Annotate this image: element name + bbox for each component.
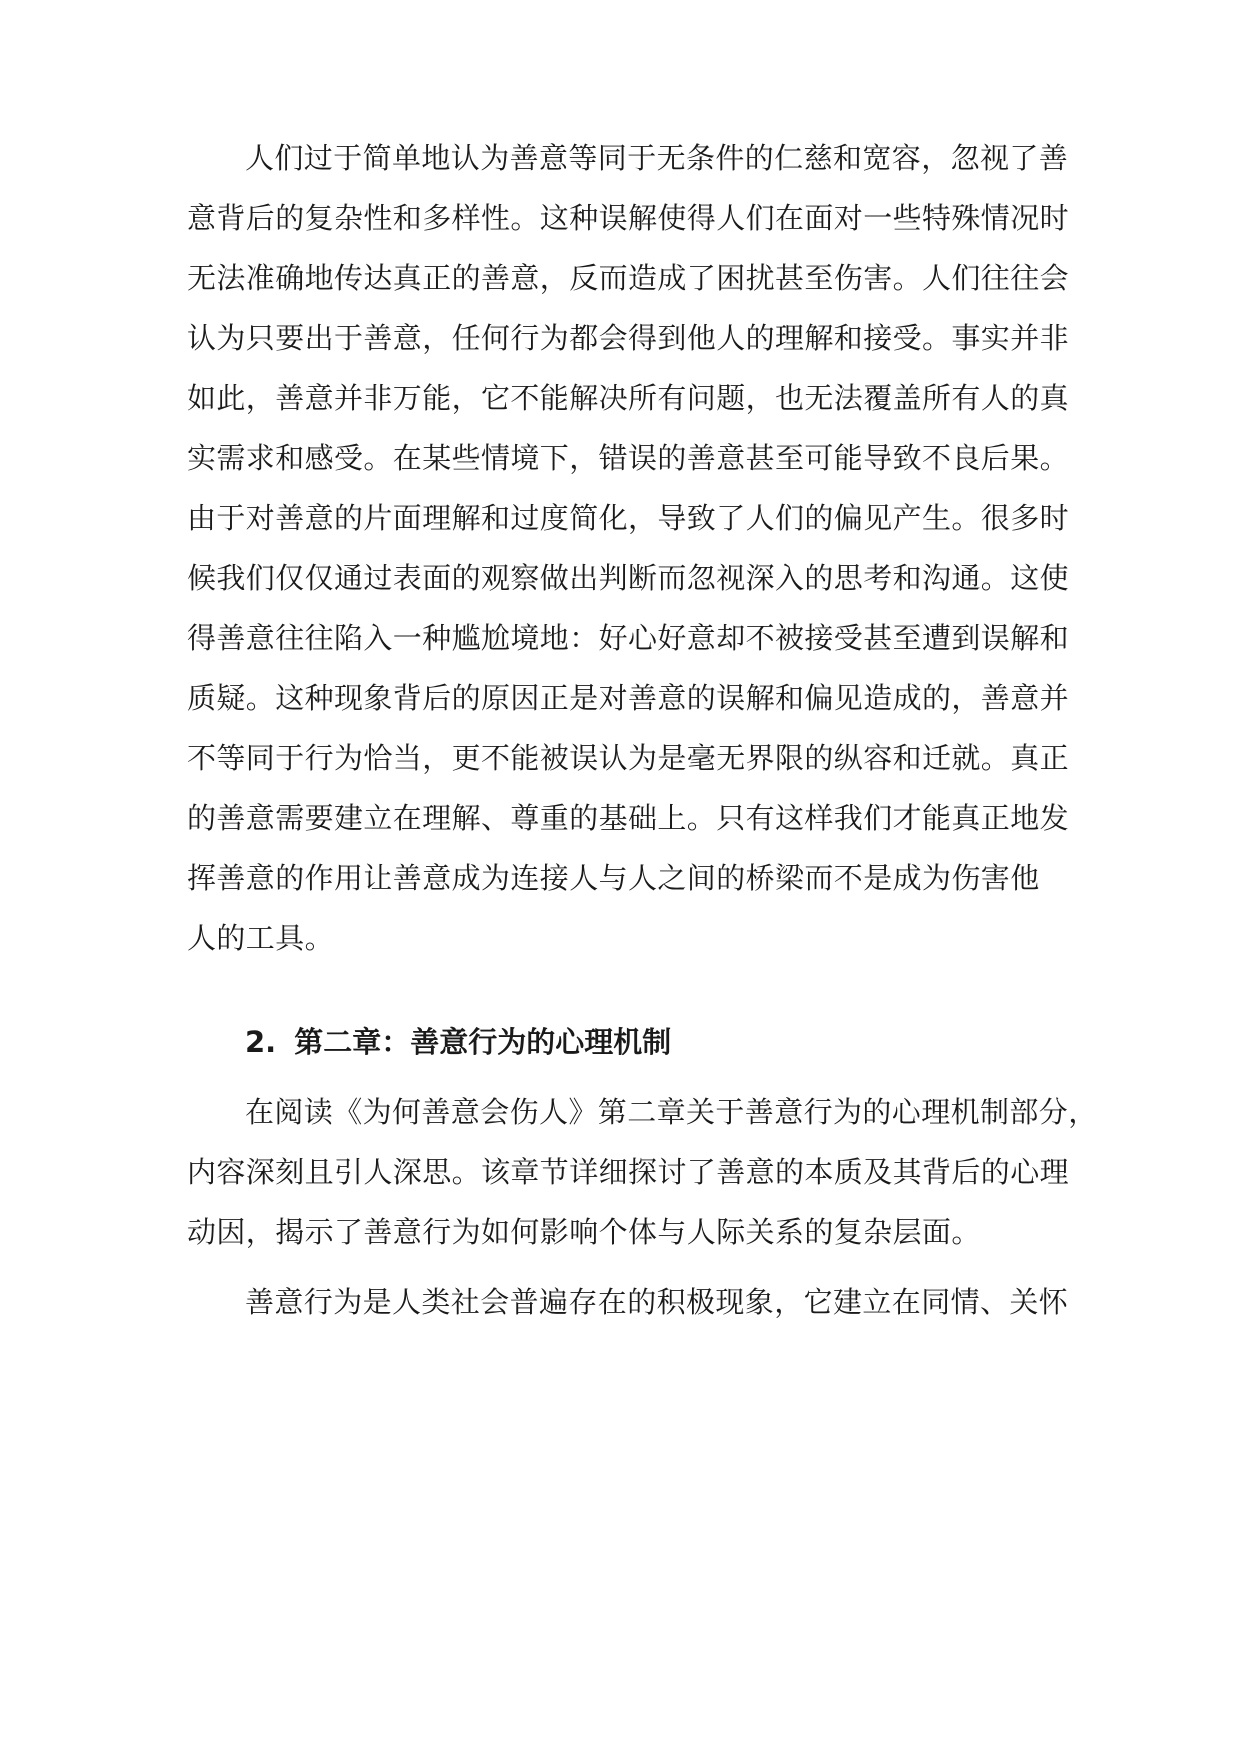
paragraph-1-line-13: 挥善意的作用让善意成为连接人与人之间的桥梁而不是成为伤害他: [187, 861, 1040, 895]
paragraph-1-line-6: 实需求和感受。在某些情境下，错误的善意甚至可能导致不良后果。: [187, 441, 1070, 475]
paragraph-2-line-1: 在阅读《为何善意会伤人》第二章关于善意行为的心理机制部分，: [245, 1095, 1098, 1129]
paragraph-1-line-2: 意背后的复杂性和多样性。这种误解使得人们在面对一些特殊情况时: [187, 201, 1070, 235]
paragraph-1-line-7: 由于对善意的片面理解和过度简化，导致了人们的偏见产生。很多时: [187, 501, 1070, 535]
paragraph-1-line-14: 人的工具。: [187, 921, 335, 955]
paragraph-1-line-3: 无法准确地传达真正的善意，反而造成了困扰甚至伤害。人们往往会: [187, 261, 1070, 295]
paragraph-2-line-3: 动因，揭示了善意行为如何影响个体与人际关系的复杂层面。: [187, 1215, 981, 1249]
paragraph-1-line-4: 认为只要出于善意，任何行为都会得到他人的理解和接受。事实并非: [187, 321, 1070, 355]
paragraph-1-line-5: 如此，善意并非万能，它不能解决所有问题，也无法覆盖所有人的真: [187, 381, 1070, 415]
section-title: 第二章：善意行为的心理机制: [294, 1025, 672, 1059]
paragraph-1-line-10: 质疑。这种现象背后的原因正是对善意的误解和偏见造成的，善意并: [187, 681, 1070, 715]
paragraph-1-line-11: 不等同于行为恰当，更不能被误认为是毫无界限的纵容和迁就。真正: [187, 741, 1070, 775]
section-heading: [245, 1022, 671, 1062]
paragraph-1-line-9: 得善意往往陷入一种尴尬境地：好心好意却不被接受甚至遭到误解和: [187, 621, 1070, 655]
paragraph-3-line-1: 善意行为是人类社会普遍存在的积极现象，它建立在同情、关怀: [245, 1285, 1069, 1319]
paragraph-1-line-1: 人们过于简单地认为善意等同于无条件的仁慈和宽容，忽视了善: [245, 141, 1069, 175]
paragraph-2-line-2: 内容深刻且引人深思。该章节详细探讨了善意的本质及其背后的心理: [187, 1155, 1070, 1189]
paragraph-1-line-12: 的善意需要建立在理解、尊重的基础上。只有这样我们才能真正地发: [187, 801, 1070, 835]
paragraph-1-line-8: 候我们仅仅通过表面的观察做出判断而忽视深入的思考和沟通。这使: [187, 561, 1070, 595]
section-number: 2.: [245, 1025, 277, 1059]
